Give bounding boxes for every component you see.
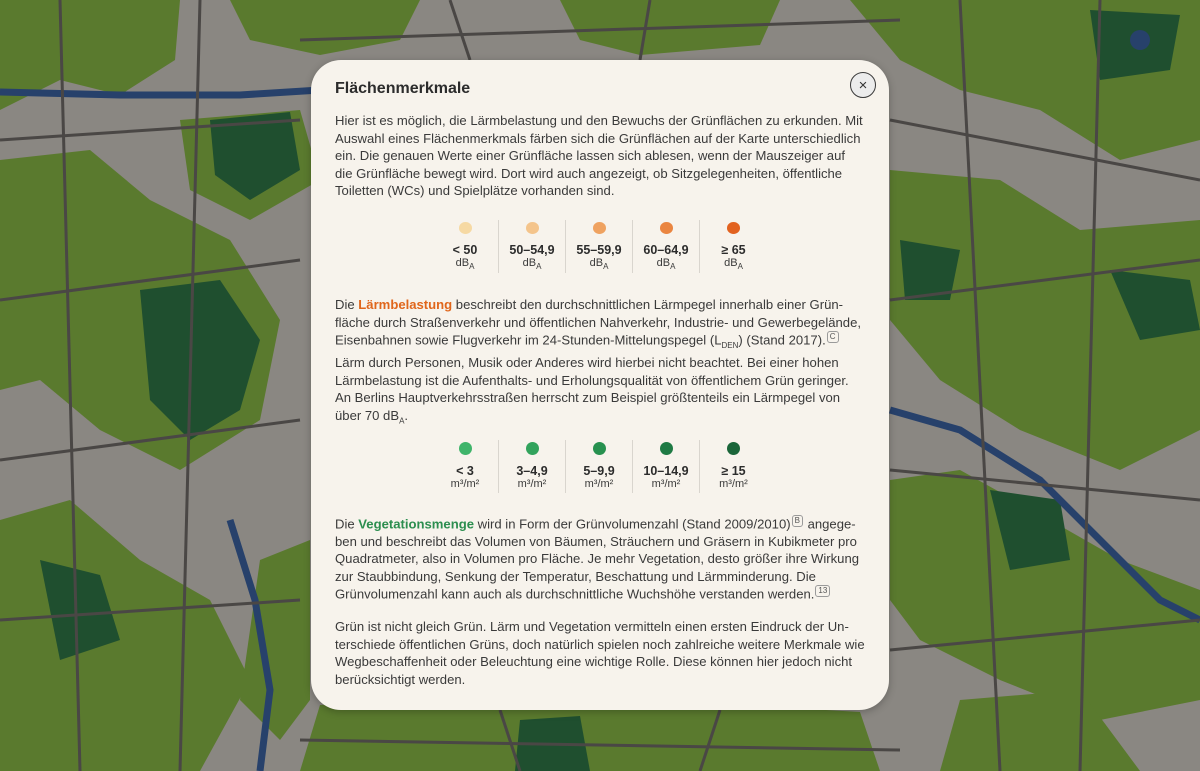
legend-unit: m³/m²: [517, 478, 547, 490]
legend-item: [633, 220, 700, 273]
legend-label: 60–64,9: [643, 242, 689, 257]
legend-item: [566, 220, 633, 273]
legend-label: 5–9,9: [583, 464, 615, 478]
lake: [1130, 30, 1150, 50]
vegetation-legend: [432, 440, 767, 493]
intro-text: Hier ist es möglich, die Lärmbelastung und den Bewuchs der Grünflächen zu erkunden. Mit Auswahl eines Flächenmerkmals färben sich die Grünflächen auf der Karte unterschiedlich ein. Die genauen Werte einer Grünfläche lassen sich ablesen, wenn der Mauszeiger auf die Grünfläche bewegt wird. Dort wird auch angezeigt, ob Sitzgelegenheiten, öffentliche Toiletten (WCs) und Spielplätze vorhanden sind.: [335, 113, 863, 198]
unit-base: dB: [724, 256, 738, 269]
unit-base: dB: [455, 256, 470, 269]
reference-13[interactable]: 13: [815, 585, 830, 597]
legend-label: 10–14,9: [643, 464, 689, 478]
legend-unit: [523, 257, 542, 273]
vegetation-description: [335, 515, 865, 603]
noise-legend: [432, 220, 767, 273]
modal-title: Flächenmerkmale: [335, 80, 471, 97]
veg-highlight[interactable]: Vegetationsmenge: [358, 516, 474, 532]
legend-label: 3–4,9: [516, 464, 548, 478]
reference-b[interactable]: B: [792, 515, 803, 527]
noise-part1: beschreibt den durchschnittlichen Lärmpegel innerhalb einer Grünfläche durch Straßenverkehr und öffentlichen Nahverkehr, Industrie- und Gewerbegelände, Eisenbahnen sowie Flugverkehr im 24-Stunden-Mittelungspegel (L: [335, 297, 862, 348]
legend-item: [499, 220, 566, 273]
veg-part2: angegeben und beschreibt das Volumen von Bäumen, Sträuchern und Gräsern in Kubikmeter pro Quadratmeter, also in Volumen pro Fläche. Je mehr Vegetation, desto größer ihre Wirkung zur Staubbindung, Senkung der Temperatur, Beschattung und Lärmminderung. Die Grünvolumenzahl kann auch als durchschnittliche Wuchshöhe verstanden werden.: [335, 516, 860, 602]
close-icon[interactable]: ×: [850, 72, 876, 98]
info-modal: [311, 60, 889, 710]
legend-label: 50–54,9: [509, 242, 555, 257]
legend-unit: m³/m²: [450, 478, 480, 490]
legend-unit: [590, 257, 609, 273]
unit-base: dB: [522, 256, 537, 269]
veg-pre: Die: [335, 516, 359, 532]
legend-unit: m³/m²: [584, 478, 614, 490]
unit-subscript: A: [536, 262, 542, 271]
unit-subscript: A: [603, 262, 609, 271]
legend-label: ≥ 15: [721, 464, 746, 478]
legend-dot-icon: [593, 442, 606, 455]
reference-c[interactable]: C: [827, 331, 839, 343]
noise-description: [335, 296, 865, 430]
legend-item: [432, 220, 499, 273]
legend-item: [633, 440, 700, 493]
legend-unit: m³/m²: [651, 478, 681, 490]
den-subscript: DEN: [721, 340, 739, 350]
legend-item: [432, 440, 499, 493]
legend-dot-icon: [526, 442, 539, 455]
noise-end: .: [404, 407, 409, 423]
legend-dot-icon: [459, 442, 472, 455]
legend-dot-icon: [727, 442, 740, 455]
legend-label: < 3: [456, 464, 474, 478]
legend-label: 55–59,9: [576, 242, 622, 257]
veg-part1: wird in Form der Grünvolumenzahl (Stand 2009/2010): [474, 516, 791, 532]
legend-unit: [657, 257, 676, 273]
noise-part3: Lärm durch Personen, Musik oder Anderes wird hierbei nicht beachtet. Bei einer hohen Lärmbelastung ist die Aufenthalts- und Erholungsqualität von öffentlichem Grün geringer. An Berlins Hauptverkehrsstraßen herrscht zum Beispiel größtenteils ein Lärmpegel von über 70 dB: [335, 355, 849, 423]
legend-dot-icon: [526, 222, 539, 234]
legend-dot-icon: [459, 222, 472, 234]
legend-label: ≥ 65: [721, 242, 746, 257]
legend-unit: [456, 257, 475, 273]
a-subscript: A: [399, 416, 405, 426]
unit-base: dB: [589, 256, 604, 269]
legend-item: [566, 440, 633, 493]
unit-subscript: A: [670, 262, 676, 271]
outro-text: Grün ist nicht gleich Grün. Lärm und Vegetation vermitteln einen ersten Eindruck der Unterschiede öffentlichen Grüns, doch natürlich spielen noch zahlreiche weitere Merkmale wie Wegbeschaffenheit oder Beleuchtung eine wichtige Rolle. Diese können hier jedoch nicht berücksichtigt werden.: [335, 619, 865, 687]
legend-dot-icon: [660, 222, 673, 234]
legend-label: < 50: [452, 242, 478, 257]
noise-part2: ) (Stand 2017).: [738, 332, 826, 348]
legend-item: [700, 440, 767, 493]
noise-highlight[interactable]: Lärmbelastung: [358, 297, 453, 312]
legend-unit: [724, 257, 743, 273]
unit-subscript: A: [469, 262, 475, 271]
legend-item: [499, 440, 566, 493]
legend-dot-icon: [660, 442, 673, 455]
legend-item: [700, 220, 767, 273]
legend-unit: m³/m²: [719, 478, 748, 490]
unit-base: dB: [656, 256, 671, 269]
legend-dot-icon: [727, 222, 740, 234]
noise-pre: Die: [335, 297, 359, 312]
legend-dot-icon: [593, 222, 606, 234]
unit-subscript: A: [737, 262, 743, 271]
